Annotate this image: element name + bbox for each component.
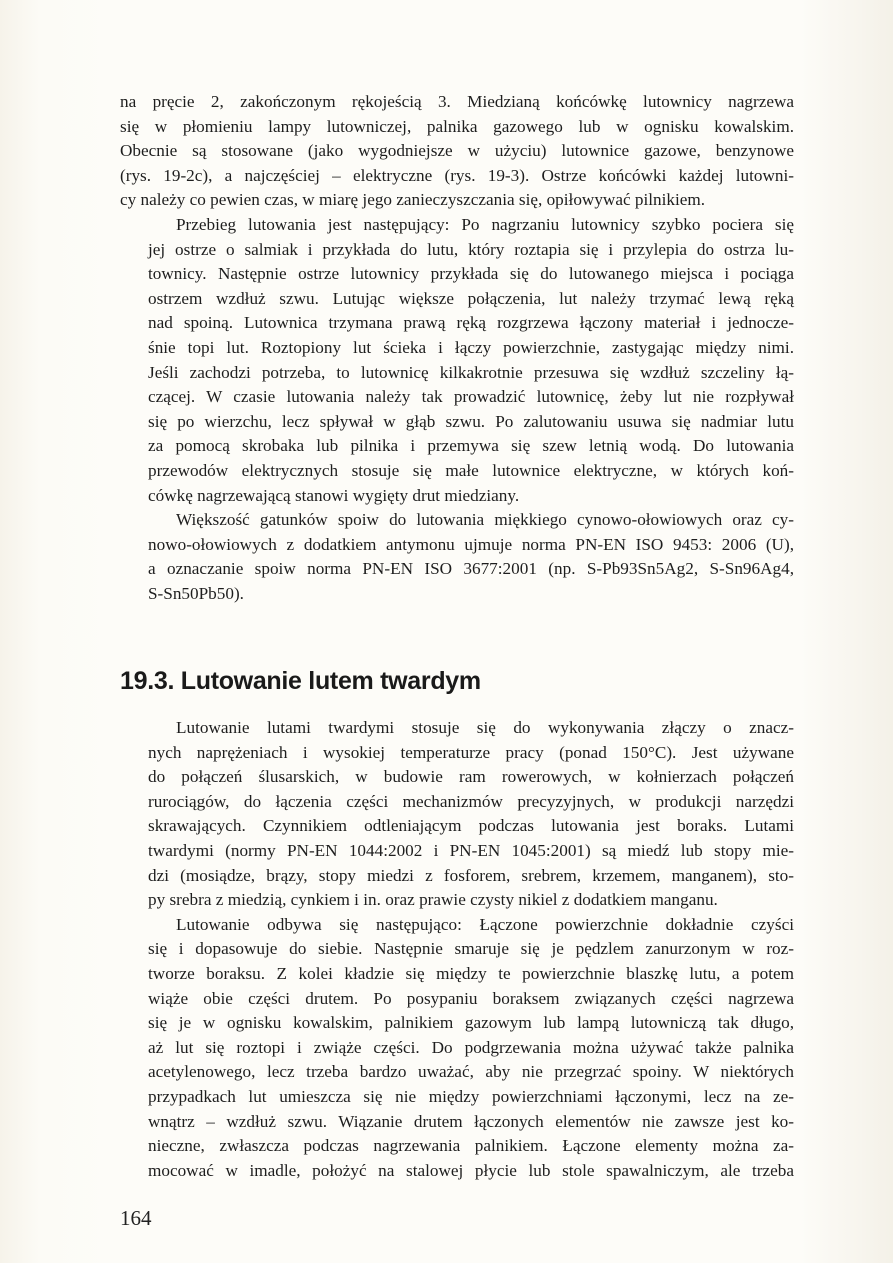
text-line: przewodów elektrycznych stosuje się małe lutownice elektryczne, w których koń- <box>148 460 794 480</box>
text-line: acetylenowego, lecz trzeba bardzo uważać, aby nie przegrzać spoiny. W niektórych <box>148 1062 794 1082</box>
text-line: S-Sn50Pb50). <box>148 583 244 603</box>
text-line: nowo-ołowiowych z dodatkiem antymonu ujmuje norma PN-EN ISO 9453: 2006 (U), <box>148 534 794 554</box>
text-line: za pomocą skrobaka lub pilnika i przemywa się szew letnią wodą. Do lutowania <box>148 436 794 456</box>
text-line: cówkę nagrzewającą stanowi wygięty drut miedziany. <box>148 485 520 505</box>
text-line: a oznaczanie spoiw norma PN-EN ISO 3677:2001 (np. S-Pb93Sn5Ag2, S-Sn96Ag4, <box>148 559 794 579</box>
text-line: wiąże obie części drutem. Po posypaniu boraksem związanych części nagrzewa <box>148 988 794 1008</box>
text-line: mocować w imadle, położyć na stalowej płycie lub stole spawalniczym, ale trzeba <box>148 1160 794 1180</box>
text-line: nych naprężeniach i wysokiej temperaturze pracy (ponad 150°C). Jest używane <box>148 742 794 762</box>
text-line: Większość gatunków spoiw do lutowania miękkiego cynowo-ołowiowych oraz cy- <box>176 510 794 530</box>
text-line: townicy. Następnie ostrze lutownicy przykłada się do lutowanego miejsca i pociąga <box>148 264 794 284</box>
text-line: się w płomieniu lampy lutowniczej, palnika gazowego lub w ognisku kowalskim. <box>120 116 794 136</box>
text-line: się po wierzchu, lecz spływał w głąb szwu. Po zalutowaniu usuwa się nadmiar lutu <box>148 411 794 431</box>
text-line: nad spoiną. Lutownica trzymana prawą ręką rozgrzewa łączony materiał i jednocze- <box>148 313 794 333</box>
text-line: Obecnie są stosowane (jako wygodniejsze w użyciu) lutownice gazowe, benzynowe <box>120 141 794 161</box>
text-line: się i dopasowuje do siebie. Następnie smaruje się je pędzlem zanurzonym w roz- <box>148 939 794 959</box>
text-line: jej ostrze o salmiak i przykłada do lutu, który roztapia się i przylepia do ostrza lu- <box>148 239 794 259</box>
text-line: wnątrz – wzdłuż szwu. Wiązanie drutem łączonych elementów nie zawsze jest ko- <box>148 1111 794 1131</box>
text-line: ostrzem wzdłuż szwu. Lutując większe połączenia, lut należy trzymać lewą ręką <box>148 288 794 308</box>
text-line: na pręcie 2, zakończonym rękojeścią 3. Miedzianą końcówkę lutownicy nagrzewa <box>120 92 794 111</box>
paragraph-hard-soldering <box>120 716 794 913</box>
text-line: do połączeń ślusarskich, w budowie ram rowerowych, w kołnierzach połączeń <box>148 767 794 787</box>
text-line: dzi (mosiądze, brązy, stopy miedzi z fosforem, srebrem, krzemem, manganem), sto- <box>148 865 794 885</box>
text-line: Przebieg lutowania jest następujący: Po nagrzaniu lutownicy szybko pociera się <box>176 214 794 234</box>
text-line: rurociągów, do łączenia części mechanizmów precyzyjnych, w produkcji narzędzi <box>148 791 794 811</box>
text-line: Lutowanie lutami twardymi stosuje się do wykonywania złączy o znacz- <box>176 718 794 737</box>
text-line: cy należy co pewien czas, w miarę jego zanieczyszczania się, opiłowywać pilnikiem. <box>120 190 706 210</box>
text-column-top <box>120 90 794 606</box>
text-line: Jeśli zachodzi potrzeba, to lutownicę kilkakrotnie przesuwa się wzdłuż szczeliny łą- <box>148 362 794 382</box>
text-line: Lutowanie odbywa się następująco: Łączone powierzchnie dokładnie czyści <box>176 914 794 934</box>
text-line: śnie topi lut. Roztopiony lut ścieka i łączy powierzchnie, zastygając między nimi. <box>148 337 794 357</box>
paragraph-soft-solder-standards <box>120 508 794 606</box>
text-line: aż lut się roztopi i zwiąże części. Do podgrzewania można używać także palnika <box>148 1037 794 1057</box>
text-line: (rys. 19-2c), a najczęściej – elektryczne (rys. 19-3). Ostrze końcówki każdej lutowni- <box>120 165 794 185</box>
text-line: skrawających. Czynnikiem odtleniającym podczas lutowania jest boraks. Lutami <box>148 816 794 836</box>
paragraph-hard-soldering-procedure <box>120 913 794 1184</box>
section-heading: 19.3. Lutowanie lutem twardym <box>120 667 481 695</box>
text-line: czącej. W czasie lutowania należy tak prowadzić lutownicę, żeby lut nie rozpływał <box>148 387 794 407</box>
text-line: twardymi (normy PN-EN 1044:2002 i PN-EN 1045:2001) są miedź lub stopy mie- <box>148 840 794 860</box>
paragraph-soldering-iron <box>120 90 794 213</box>
text-column-bottom <box>120 716 794 1183</box>
text-line: py srebra z miedzią, cynkiem i in. oraz prawie czysty nikiel z dodatkiem manganu. <box>148 890 718 910</box>
text-line: przypadkach lut umieszcza się nie między powierzchniami łączonymi, lecz na ze- <box>148 1086 794 1106</box>
page-number: 164 <box>120 1206 152 1230</box>
text-line: się je w ognisku kowalskim, palnikiem gazowym lub lampą lutowniczą tak długo, <box>148 1013 794 1033</box>
text-line: tworze boraksu. Z kolei kładzie się między te powierzchnie blaszkę lutu, a potem <box>148 963 794 983</box>
paragraph-soldering-process <box>120 213 794 508</box>
text-line: nieczne, zwłaszcza podczas nagrzewania palnikiem. Łączone elementy można za- <box>148 1136 794 1156</box>
